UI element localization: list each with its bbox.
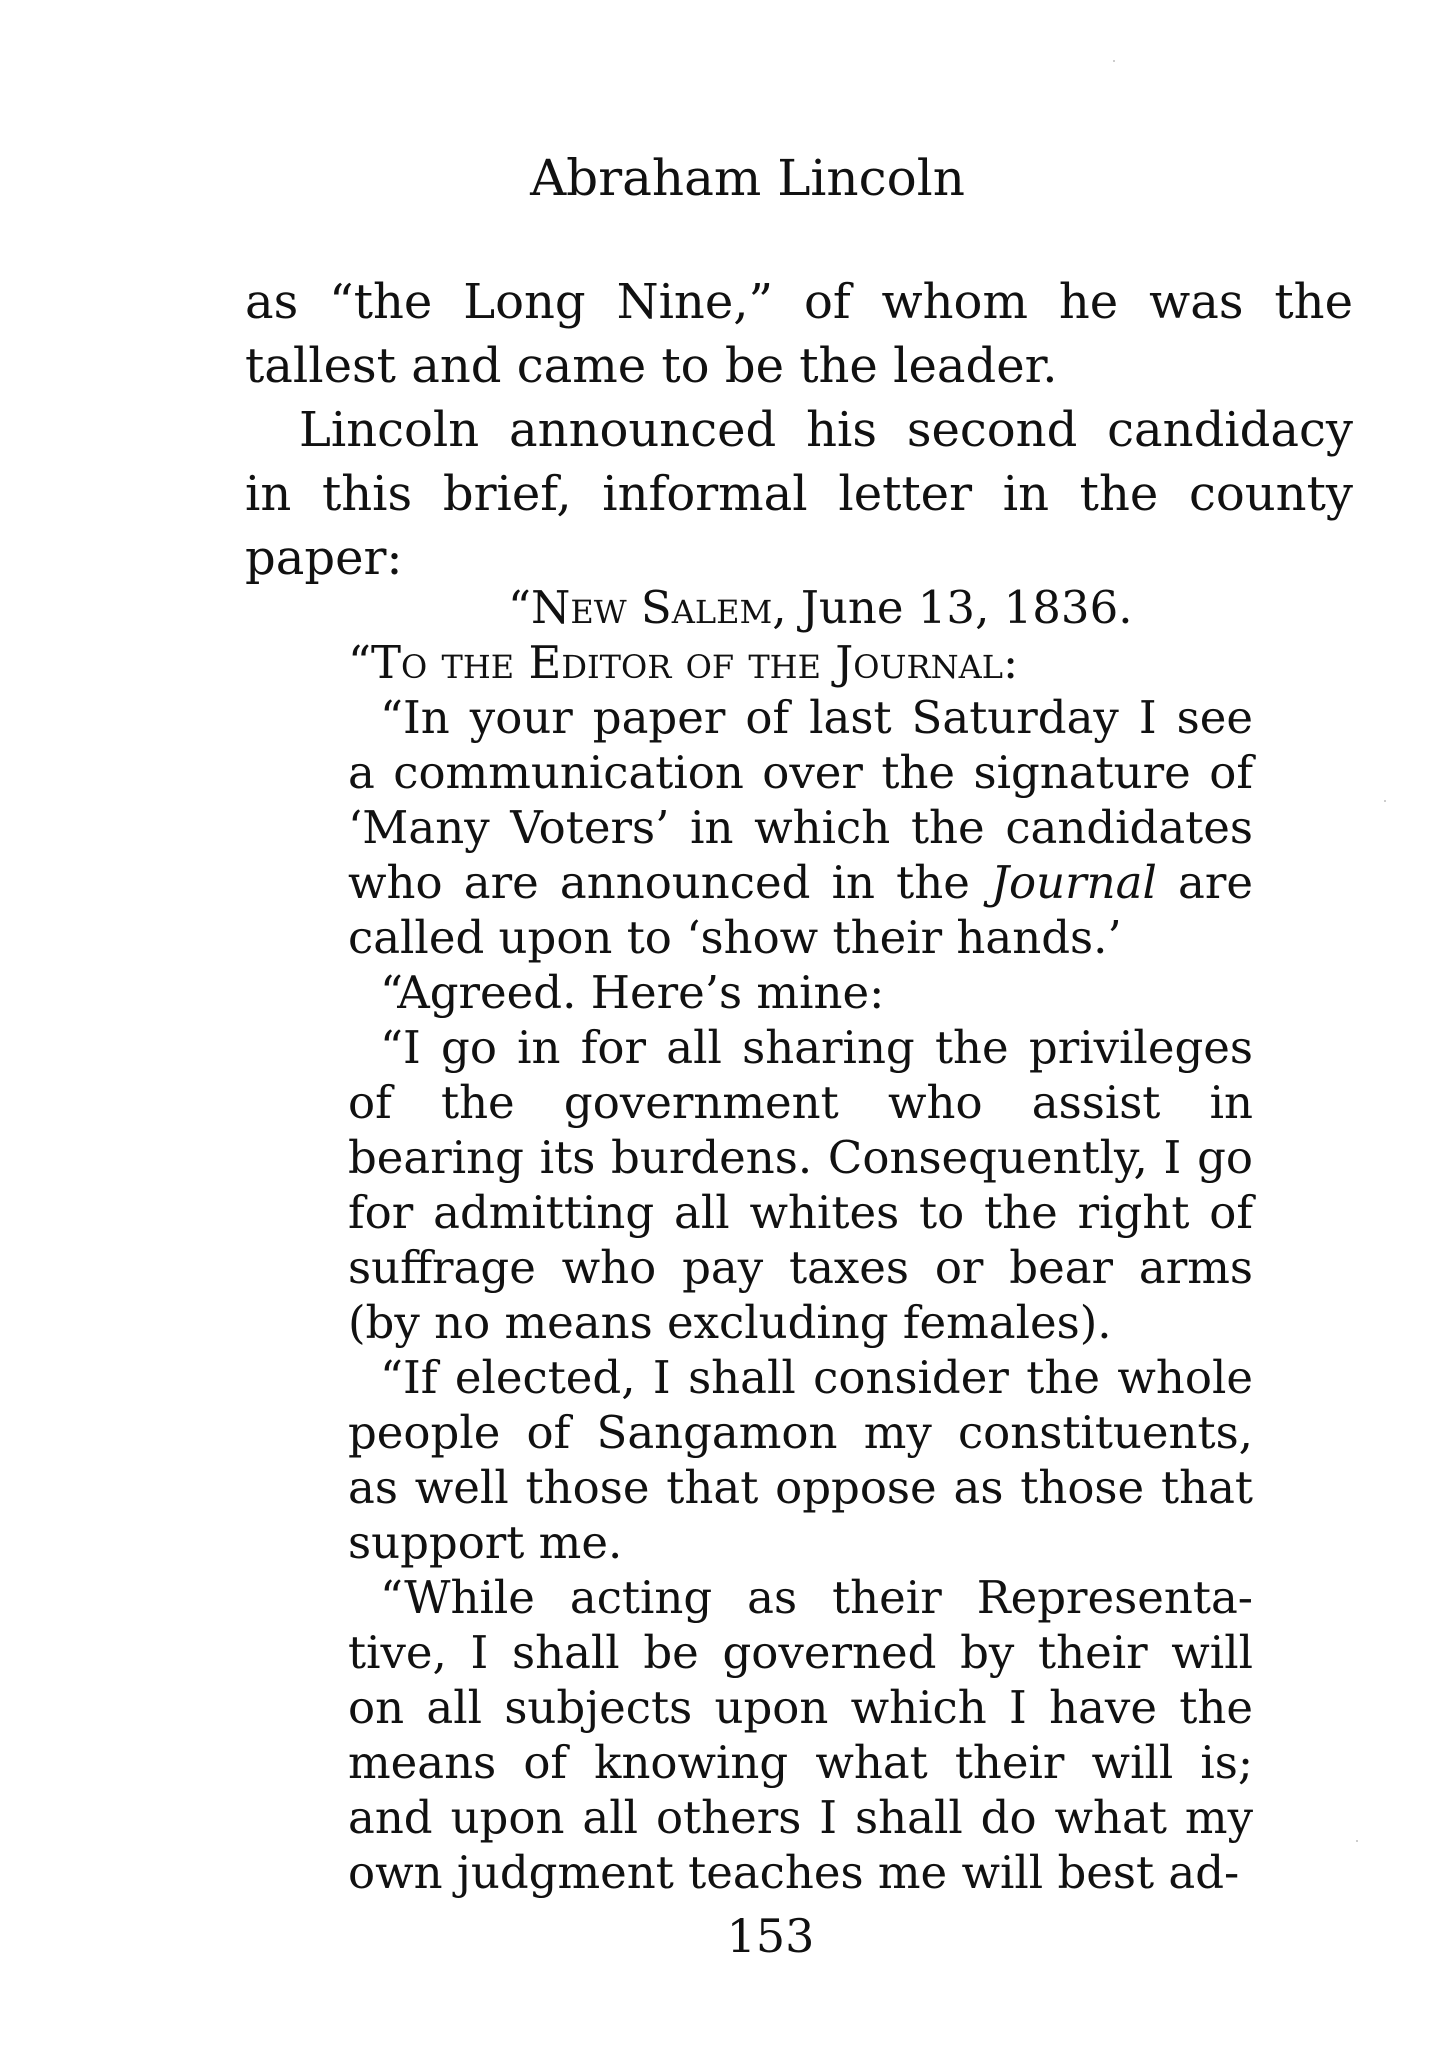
letter-paragraph: “If elected, I shall consider the whole people of Sangamon my constituents, as well those that oppose as those that support me. [348, 1351, 1253, 1569]
scan-speck [1384, 800, 1386, 802]
scan-speck [1113, 60, 1115, 62]
intro-paragraph: as “the Long Nine,” of whom he was the tallest and came to be the leader. [245, 274, 1353, 394]
quoted-letter [348, 580, 1253, 1900]
letter-dateline [348, 580, 1253, 635]
scan-speck [1356, 1840, 1358, 1842]
dateline-date: June 13, 1836. [786, 581, 1133, 634]
letter-paragraph: “I go in for all sharing the privileges of the government who assist in bearing its burdens. Consequently, I go for admitting all whites to the right of suffrage who pay taxes or bear arms (by no means excluding females). [348, 1021, 1253, 1349]
page-number: 153 [726, 1909, 815, 1963]
intro-paragraph: Lincoln announced his second candidacy in this brief, informal letter in the county paper: [245, 402, 1353, 586]
letter-paragraph: “Agreed. Here’s mine: [380, 966, 885, 1019]
dateline-place: “New Salem, [508, 581, 787, 634]
running-head: Abraham Lincoln [530, 149, 965, 207]
intro-text [245, 270, 1353, 590]
letter-text: are called upon to ‘show their hands.’ [348, 856, 1253, 964]
letter-text: “In your paper of last Saturday I see a communication over the signature of ‘Many Voters’ in which the candidates who are announced in the [348, 691, 1253, 909]
letter-paragraph [348, 690, 1253, 965]
letter-paragraph: “While acting as their Representative, I shall be governed by their will on all subjects upon which I have the means of knowing what their will is; and upon all others I shall do what my own judgment teaches me will best ad- [348, 1571, 1253, 1899]
newspaper-title: Journal [991, 856, 1157, 909]
letter-salutation: “To the Editor of the Journal: [348, 636, 1019, 689]
